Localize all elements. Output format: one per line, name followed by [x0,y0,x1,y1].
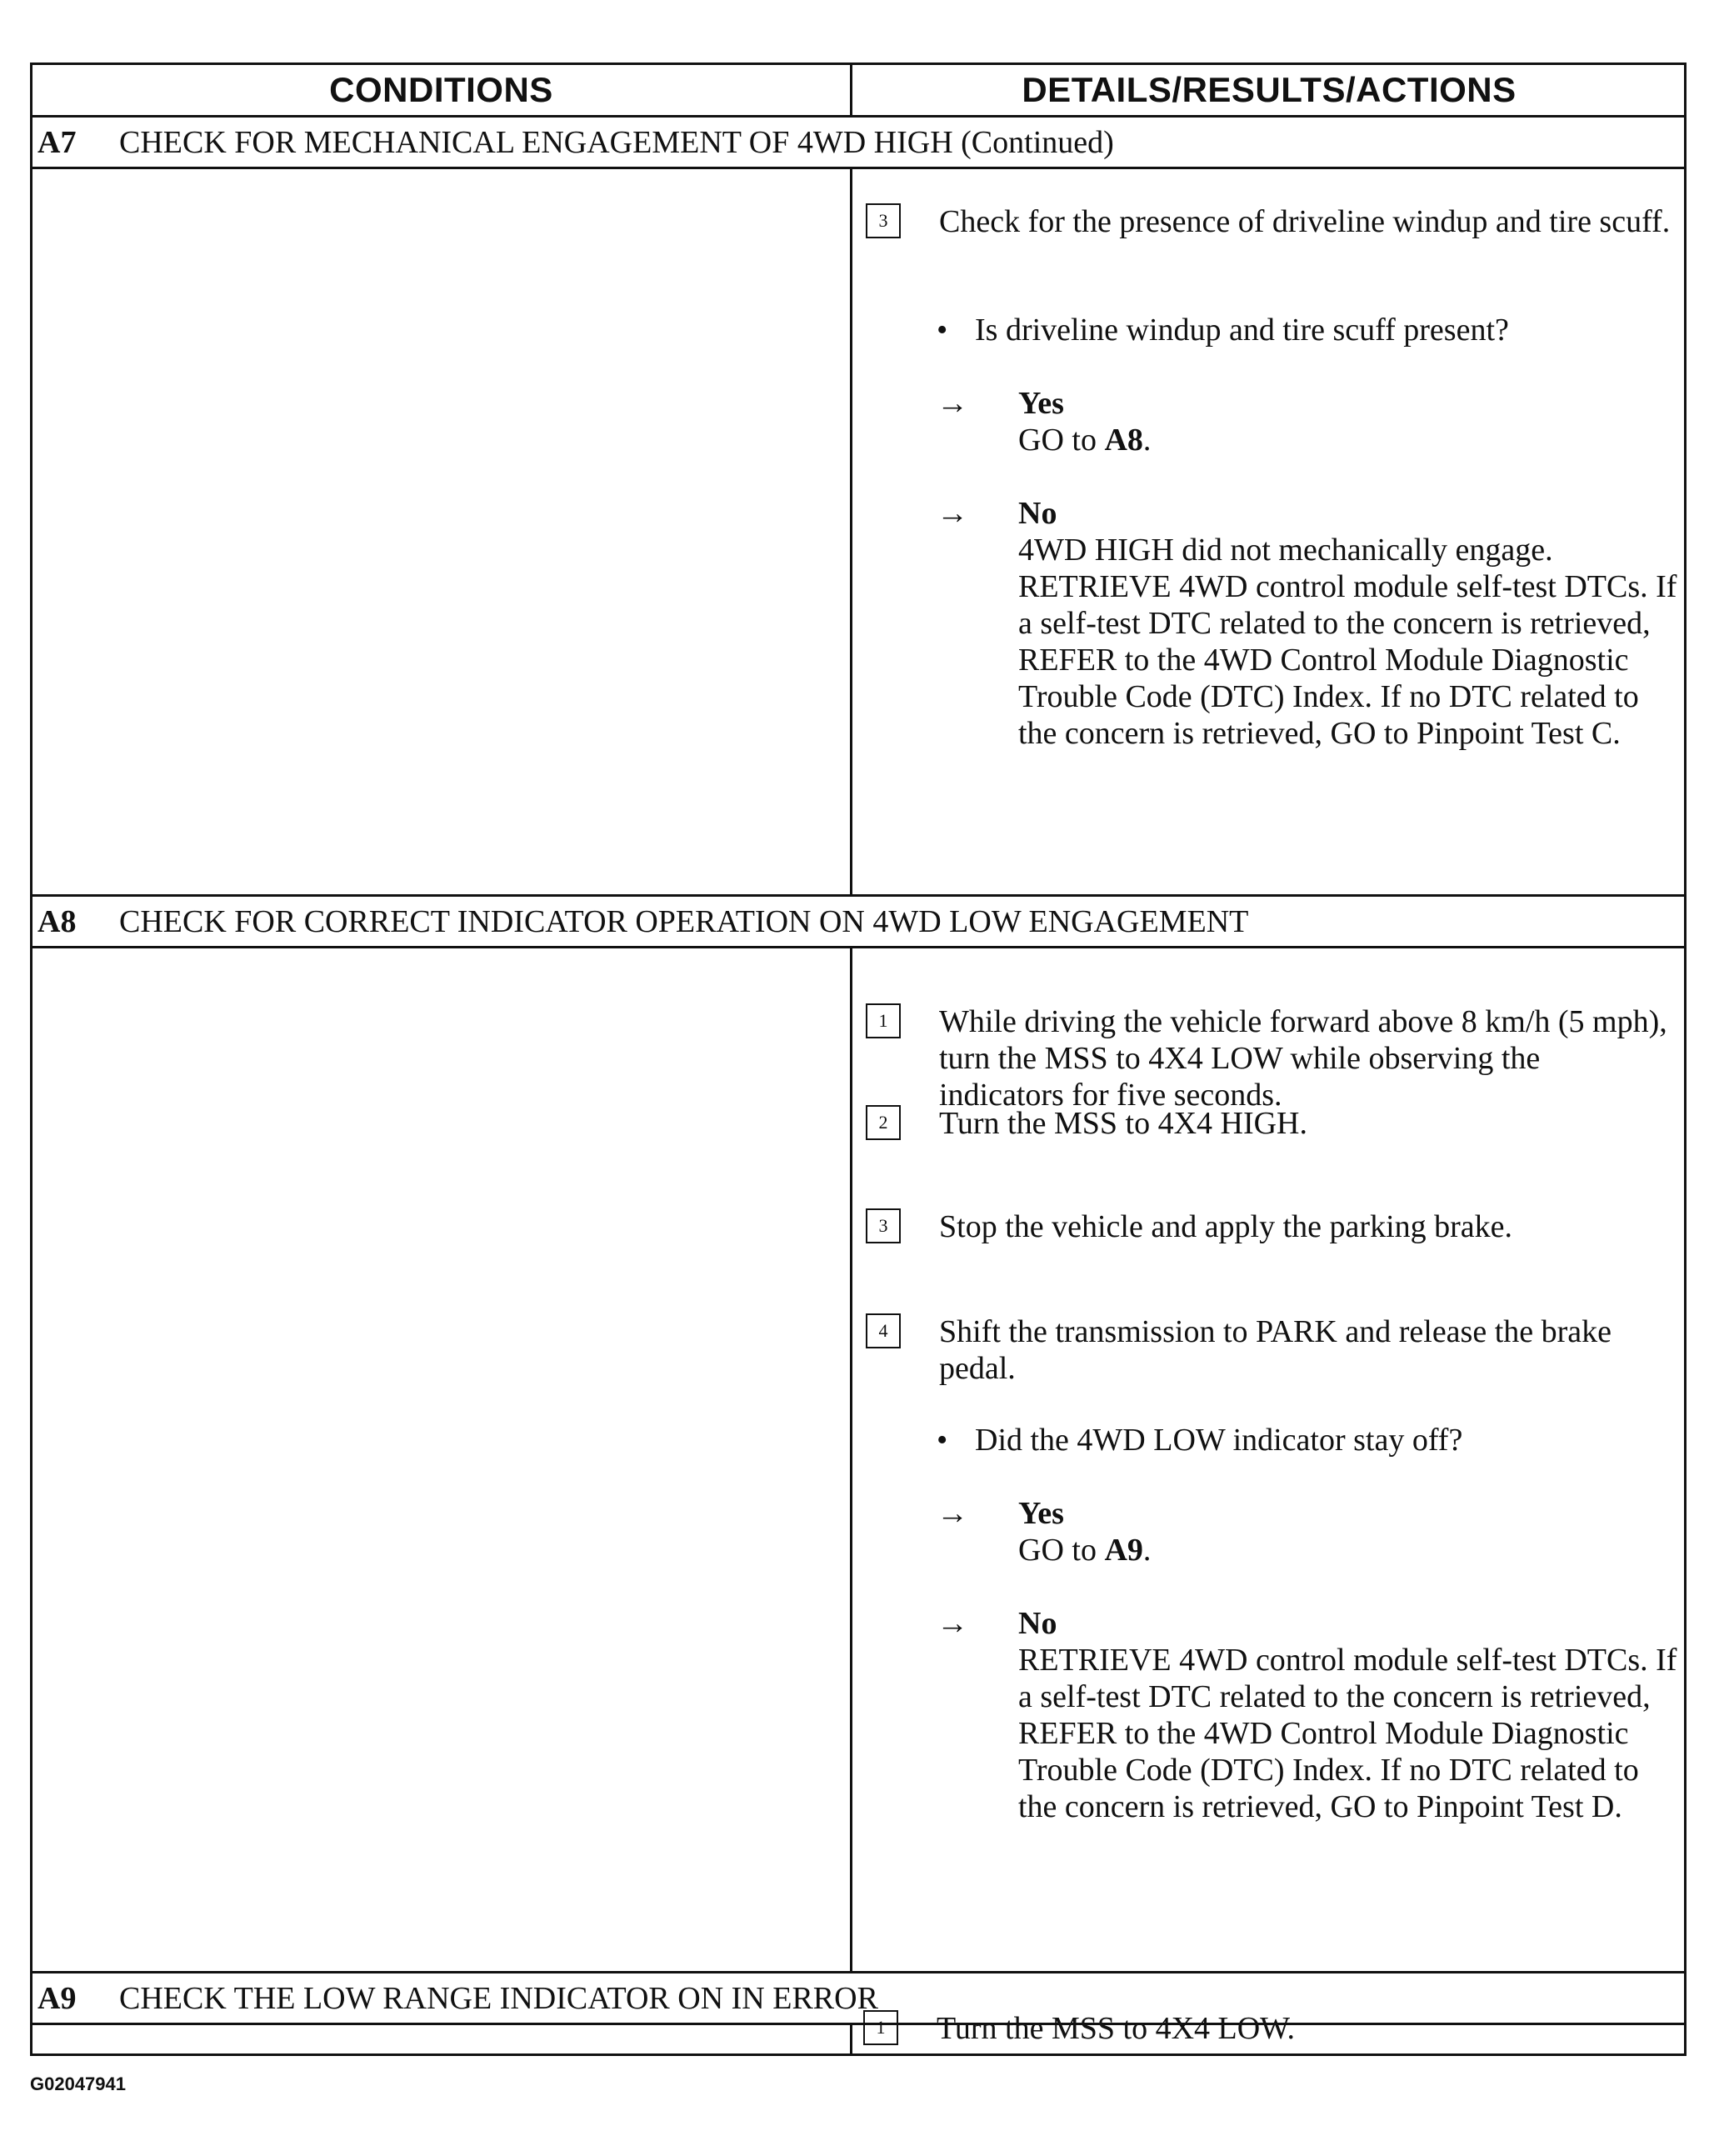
result-label: Yes [1018,1496,1064,1531]
goto-target: A8 [1104,423,1143,458]
step-text: Shift the transmission to PARK and release the brake pedal. [939,1314,1612,1386]
step-number-box: 3 [866,1208,901,1243]
section-id: A9 [37,1981,77,2016]
arrow-icon: → [937,1496,968,1531]
result-text: GO to A9. [1018,1533,1152,1568]
step-text: Turn the MSS to 4X4 LOW. [937,2011,1296,2046]
step-number-box: 1 [866,1003,901,1038]
result-text: RETRIEVE 4WD control module self-test DTCs. If a self-test DTC related to the concern is retrieved, REFER to the 4WD Control Module Diagnostic Trouble Code (DTC) Index. If no DTC related to the concern is retrieved, GO to Pinpoint Test D. [1018,1643,1677,1824]
bullet-icon: • [937,1423,948,1458]
step-number-box: 1 [863,2010,898,2045]
divider-line [32,946,1684,948]
section-id: A7 [37,125,77,160]
column-divider [850,946,852,1971]
section-title: CHECK FOR MECHANICAL ENGAGEMENT OF 4WD HIGH (Continued) [119,125,1114,160]
arrow-icon: → [937,1606,968,1641]
result-no-a8 [937,1605,1687,1938]
column-header-details: DETAILS/RESULTS/ACTIONS [1022,70,1517,109]
step-number-box: 4 [866,1313,901,1348]
result-text: GO to A8. [1018,423,1152,458]
goto-target: A9 [1104,1533,1143,1568]
step-text: While driving the vehicle forward above 8 km/h (5 mph), turn the MSS to 4X4 LOW while observing the indicators for five seconds. [939,1004,1667,1113]
result-label: No [1018,496,1057,531]
section-header-a7 [32,118,1684,168]
step-text: Stop the vehicle and apply the parking brake. [939,1209,1513,1244]
figure-id: G02047941 [30,2073,126,2094]
step-number-box: 2 [866,1105,901,1140]
step-text: Check for the presence of driveline windup and tire scuff. [939,204,1671,239]
bullet-icon: • [937,313,948,348]
step-number-box: 3 [866,203,901,238]
step-text: Turn the MSS to 4X4 HIGH. [939,1106,1307,1141]
arrow-icon: → [937,496,968,531]
result-label: No [1018,1606,1057,1641]
question-text: Did the 4WD LOW indicator stay off? [975,1423,1463,1458]
column-header-conditions: CONDITIONS [329,70,553,109]
section-id: A8 [37,904,77,939]
result-yes-a7 [937,385,1687,460]
result-label: Yes [1018,386,1064,421]
section-title: CHECK THE LOW RANGE INDICATOR ON IN ERROR [119,1981,878,2016]
column-divider [850,2023,852,2056]
arrow-icon: → [937,386,968,421]
question-text: Is driveline windup and tire scuff present? [975,313,1509,348]
result-text: 4WD HIGH did not mechanically engage. RETRIEVE 4WD control module self-test DTCs. If a self-test DTC related to the concern is retrieved, REFER to the 4WD Control Module Diagnostic Trouble Code (DTC) Index. If no DTC related to the concern is retrieved, GO to Pinpoint Test C. [1018,533,1677,751]
result-no-a7 [937,495,1687,862]
column-divider [850,65,852,115]
divider-line [32,167,1684,169]
diagnostic-table [30,63,1687,2056]
column-divider [850,167,852,894]
section-title: CHECK FOR CORRECT INDICATOR OPERATION ON 4WD LOW ENGAGEMENT [119,904,1249,939]
result-yes-a8 [937,1495,1687,1570]
section-header-a8 [32,897,1684,947]
